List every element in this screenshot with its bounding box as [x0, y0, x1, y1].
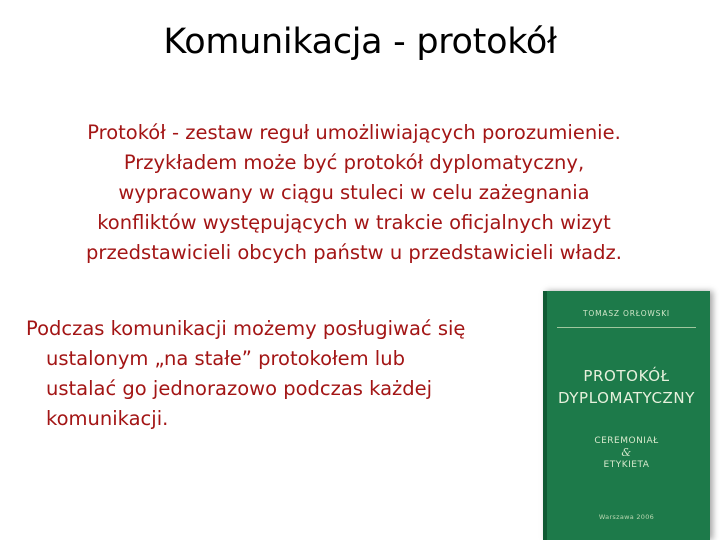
paragraph-line: Podczas komunikacji możemy posługiwać się — [26, 317, 466, 340]
book-title-line: PROTOKÓŁ — [583, 367, 670, 385]
usage-paragraph — [26, 314, 526, 434]
paragraph-line: Przykładem może być protokół dyplomatyczny, — [123, 151, 585, 174]
book-cover-image — [543, 291, 710, 540]
paragraph-line: przedstawicieli obcych państw u przedstawicieli władz. — [86, 241, 622, 264]
paragraph-line: ustalonym „na stałe” protokołem lub — [46, 347, 405, 370]
paragraph-line: wypracowany w ciągu stuleci w celu zażegnania — [118, 181, 590, 204]
slide-title: Komunikacja - protokół — [163, 22, 557, 62]
book-spine — [543, 291, 547, 540]
book-subtitle-ampersand: & — [621, 446, 632, 459]
book-subtitle — [543, 435, 710, 471]
paragraph-line: ustalać go jednorazowo podczas każdej — [46, 377, 433, 400]
book-subtitle-line: CEREMONIAŁ — [594, 436, 659, 446]
book-subtitle-line: ETYKIETA — [603, 460, 650, 470]
paragraph-line: Protokół - zestaw reguł umożliwiających porozumienie. — [87, 121, 621, 144]
paragraph-line: komunikacji. — [46, 407, 169, 430]
book-title — [543, 365, 710, 409]
book-author: TOMASZ ORŁOWSKI — [583, 309, 670, 318]
book-divider — [557, 327, 696, 328]
book-publisher: Warszawa 2006 — [598, 513, 655, 521]
book-title-line: DYPLOMATYCZNY — [557, 389, 696, 407]
definition-paragraph — [34, 118, 674, 268]
paragraph-line: konfliktów występujących w trakcie oficjalnych wizyt — [97, 211, 611, 234]
